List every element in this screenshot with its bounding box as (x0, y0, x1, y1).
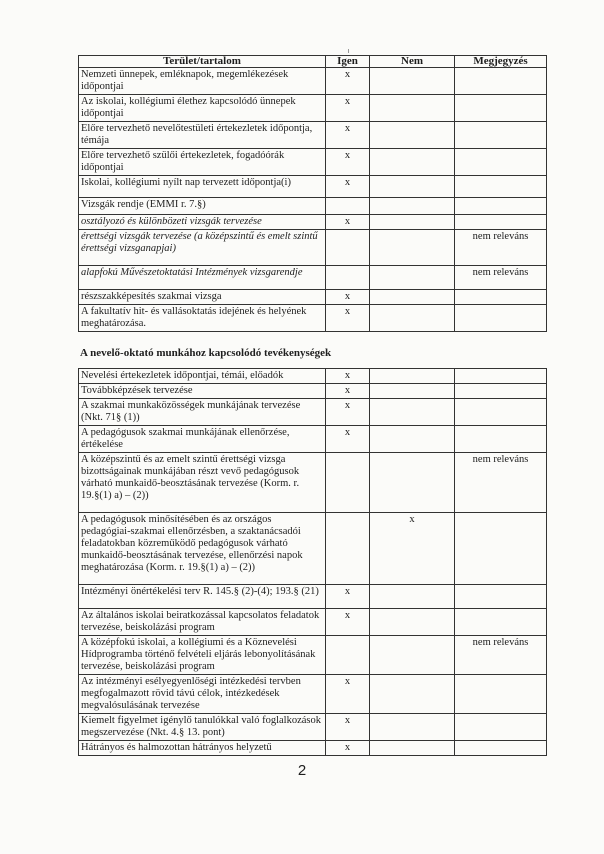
row-text: Az intézményi esélyegyenlőségi intézkedési tervben megfogalmazott rövid távú célok, intézkedések megvalósulásának tervezése (79, 675, 326, 714)
remark (455, 215, 547, 230)
no-mark (370, 384, 455, 399)
remark (455, 741, 547, 756)
table-row (79, 741, 547, 756)
table-row (79, 68, 547, 95)
no-mark (370, 675, 455, 714)
table-row (79, 675, 547, 714)
row-text: Intézményi önértékelési terv R. 145.§ (2)-(4); 193.§ (21) (79, 585, 326, 609)
header-yes: Igen (326, 56, 370, 68)
table-row (79, 95, 547, 122)
row-text: Előre tervezhető nevelőtestületi értekezletek időpontja, témája (79, 122, 326, 149)
table-row (79, 399, 547, 426)
remark (455, 305, 547, 332)
remark (455, 426, 547, 453)
page-number: 2 (297, 762, 307, 779)
yes-mark (326, 636, 370, 675)
no-mark (370, 714, 455, 741)
yes-mark: x (326, 290, 370, 305)
yes-mark: x (326, 176, 370, 198)
row-text: alapfokú Művészetoktatási Intézmények vizsgarendje (79, 266, 326, 290)
row-text: Vizsgák rendje (EMMI r. 7.§) (79, 198, 326, 215)
table-row (79, 609, 547, 636)
no-mark (370, 453, 455, 513)
yes-mark: x (326, 609, 370, 636)
planning-table-general (78, 55, 547, 332)
yes-mark (326, 453, 370, 513)
table-row (79, 176, 547, 198)
yes-mark: x (326, 149, 370, 176)
row-text: Előre tervezhető szülői értekezletek, fogadóórák időpontjai (79, 149, 326, 176)
row-text: Nevelési értekezletek időpontjai, témái, előadók (79, 369, 326, 384)
table-row (79, 714, 547, 741)
no-mark (370, 399, 455, 426)
remark (455, 198, 547, 215)
row-text: osztályozó és különbözeti vizsgák tervezése (79, 215, 326, 230)
no-mark (370, 426, 455, 453)
table-row (79, 290, 547, 305)
remark: nem releváns (455, 636, 547, 675)
row-text: A szakmai munkaközösségek munkájának tervezése (Nkt. 71§ (1)) (79, 399, 326, 426)
row-text: A pedagógusok szakmai munkájának ellenőrzése, értékelése (79, 426, 326, 453)
table-row (79, 636, 547, 675)
yes-mark: x (326, 95, 370, 122)
row-text: A pedagógusok minősítésében és az országos pedagógiai-szakmai ellenőrzésben, a szaktanácsadói feladatokban közreműködő pedagógusok várható munkaidő-beosztásának tervezése, ellenőrzési napok meghatározása (Korm. r. 19.§(1) a) – (2)) (79, 513, 326, 585)
remark (455, 609, 547, 636)
row-text: Az általános iskolai beiratkozással kapcsolatos feladatok tervezése, beiskolázási program (79, 609, 326, 636)
table-row (79, 266, 547, 290)
no-mark (370, 230, 455, 266)
row-text: A fakultatív hit- és vallásoktatás idejének és helyének meghatározása. (79, 305, 326, 332)
no-mark (370, 215, 455, 230)
remark (455, 290, 547, 305)
row-text: Hátrányos és halmozottan hátrányos helyzetű (79, 741, 326, 756)
yes-mark: x (326, 384, 370, 399)
no-mark (370, 176, 455, 198)
remark (455, 369, 547, 384)
row-text: Továbbképzések tervezése (79, 384, 326, 399)
yes-mark: x (326, 675, 370, 714)
remark (455, 176, 547, 198)
remark (455, 585, 547, 609)
table-row (79, 122, 547, 149)
remark (455, 714, 547, 741)
no-mark (370, 609, 455, 636)
no-mark (370, 741, 455, 756)
table-row (79, 149, 547, 176)
header-remark: Megjegyzés (455, 56, 547, 68)
yes-mark: x (326, 714, 370, 741)
row-text: Iskolai, kollégiumi nyílt nap tervezett időpontja(i) (79, 176, 326, 198)
yes-mark: x (326, 215, 370, 230)
row-text: Az iskolai, kollégiumi élethez kapcsolódó ünnepek időpontjai (79, 95, 326, 122)
yes-mark: x (326, 741, 370, 756)
yes-mark: x (326, 68, 370, 95)
remark: nem releváns (455, 230, 547, 266)
planning-table-teaching (78, 368, 547, 756)
table-row (79, 585, 547, 609)
table-row (79, 198, 547, 215)
no-mark (370, 585, 455, 609)
row-text: részszakképesítés szakmai vizsga (79, 290, 326, 305)
table-row (79, 453, 547, 513)
row-text: A középszintű és az emelt szintű érettségi vizsga bizottságainak munkájában részt vevő pedagógusok várható munkaidő-beosztásának tervezése (Korm. r. 19.§(1) a) – (2)) (79, 453, 326, 513)
remark (455, 149, 547, 176)
no-mark (370, 636, 455, 675)
table-header-row (79, 56, 547, 68)
no-mark (370, 122, 455, 149)
row-text: Kiemelt figyelmet igénylő tanulókkal való foglalkozások megszervezése (Nkt. 4.§ 13. pont) (79, 714, 326, 741)
no-mark (370, 305, 455, 332)
table-row (79, 426, 547, 453)
no-mark (370, 198, 455, 215)
yes-mark: x (326, 305, 370, 332)
table-row (79, 215, 547, 230)
no-mark (370, 95, 455, 122)
no-mark (370, 290, 455, 305)
remark (455, 68, 547, 95)
no-mark (370, 266, 455, 290)
no-mark (370, 68, 455, 95)
row-text: A középfokú iskolai, a kollégiumi és a Köznevelési Hídprogramba történő felvételi eljárás lebonyolításának tervezése, beiskolázási program (79, 636, 326, 675)
header-no: Nem (370, 56, 455, 68)
table-row (79, 513, 547, 585)
remark (455, 122, 547, 149)
section-heading: A nevelő-oktató munkához kapcsolódó tevékenységek (80, 347, 332, 359)
remark: nem releváns (455, 266, 547, 290)
yes-mark: x (326, 399, 370, 426)
table-row (79, 369, 547, 384)
row-text: érettségi vizsgák tervezése (a középszintű és emelt szintű érettségi vizsganapjai) (79, 230, 326, 266)
yes-mark: x (326, 369, 370, 384)
table-row (79, 384, 547, 399)
yes-mark: x (326, 426, 370, 453)
remark (455, 513, 547, 585)
remark (455, 95, 547, 122)
table-row (79, 305, 547, 332)
yes-mark (326, 513, 370, 585)
yes-mark (326, 198, 370, 215)
no-mark (370, 369, 455, 384)
header-area: Terület/tartalom (79, 56, 326, 68)
remark (455, 384, 547, 399)
yes-mark: x (326, 585, 370, 609)
remark: nem releváns (455, 453, 547, 513)
scan-mark (348, 49, 349, 53)
no-mark: x (370, 513, 455, 585)
remark (455, 399, 547, 426)
table-row (79, 230, 547, 266)
no-mark (370, 149, 455, 176)
yes-mark (326, 230, 370, 266)
row-text: Nemzeti ünnepek, emléknapok, megemlékezések időpontjai (79, 68, 326, 95)
yes-mark (326, 266, 370, 290)
yes-mark: x (326, 122, 370, 149)
remark (455, 675, 547, 714)
